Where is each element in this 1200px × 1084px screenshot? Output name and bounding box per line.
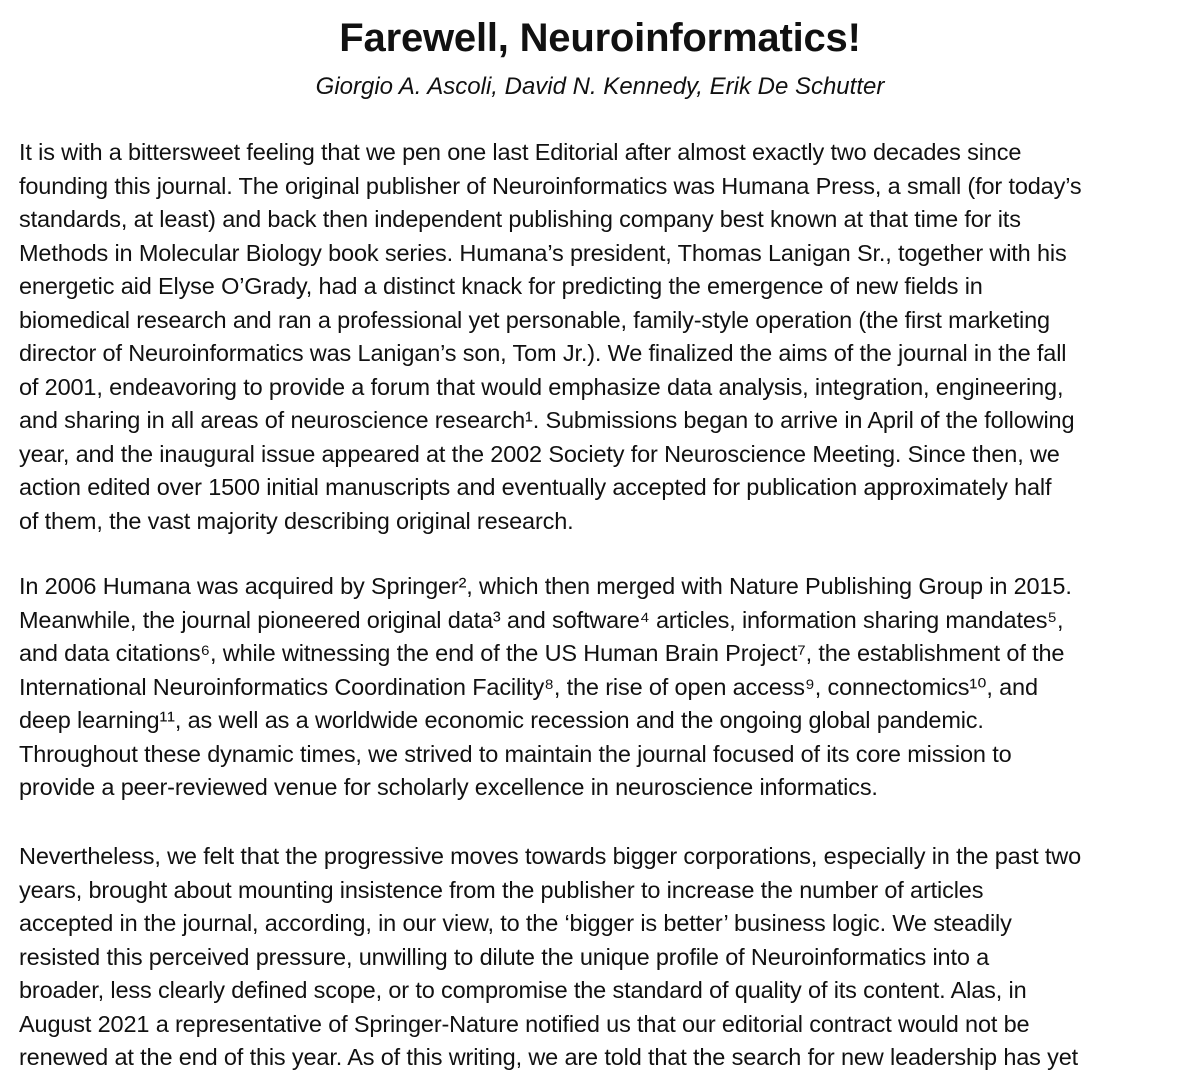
text-line: provide a peer-reviewed venue for scholarly excellence in neuroscience informatics.	[19, 774, 878, 800]
text-line: Throughout these dynamic times, we strived to maintain the journal focused of its core mission to	[19, 740, 1012, 767]
text-line: In 2006 Humana was acquired by Springer², which then merged with Nature Publishing Group in 2015.	[19, 573, 1072, 599]
author-list: Giorgio A. Ascoli, David N. Kennedy, Erik De Schutter	[315, 73, 885, 100]
paragraph-3	[19, 840, 1081, 1075]
text-line: biomedical research and ran a professional yet personable, family-style operation (the first marketing	[19, 306, 1050, 333]
text-line: broader, less clearly defined scope, or to compromise the standard of quality of its content. Alas, in	[19, 977, 1027, 1003]
text-line: deep learning¹¹, as well as a worldwide economic recession and the ongoing global pandemic.	[19, 707, 984, 733]
text-line: of them, the vast majority describing original research.	[19, 507, 574, 534]
text-line: standards, at least) and back then independent publishing company best known at that time for its	[19, 206, 1021, 232]
text-line: action edited over 1500 initial manuscripts and eventually accepted for publication approximately half	[19, 474, 1052, 500]
text-line: founding this journal. The original publisher of Neuroinformatics was Humana Press, a small (for today’s	[19, 172, 1082, 199]
text-line: August 2021 a representative of Springer-Nature notified us that our editorial contract would not be	[19, 1010, 1030, 1037]
text-line: Methods in Molecular Biology book series. Humana’s president, Thomas Lanigan Sr., together with his	[19, 239, 1067, 266]
text-line: of 2001, endeavoring to provide a forum that would emphasize data analysis, integration, engineering,	[19, 373, 1064, 400]
text-line: Meanwhile, the journal pioneered original data³ and software⁴ articles, information sharing mandates⁵,	[19, 606, 1064, 633]
text-line: and sharing in all areas of neuroscience research¹. Submissions began to arrive in April of the following	[19, 407, 1075, 433]
text-line: years, brought about mounting insistence from the publisher to increase the number of articles	[19, 876, 984, 903]
text-line: year, and the inaugural issue appeared at the 2002 Society for Neuroscience Meeting. Since then, we	[19, 440, 1060, 467]
text-line: and data citations⁶, while witnessing the end of the US Human Brain Project⁷, the establishment of the	[19, 640, 1065, 666]
text-line: Nevertheless, we felt that the progressive moves towards bigger corporations, especially in the past two	[19, 843, 1082, 869]
paragraph-2	[19, 570, 1072, 805]
text-line: energetic aid Elyse O’Grady, had a distinct knack for predicting the emergence of new fields in	[19, 273, 983, 299]
text-line: It is with a bittersweet feeling that we pen one last Editorial after almost exactly two decades since	[19, 139, 1022, 165]
text-line: accepted in the journal, according, in our view, to the ‘bigger is better’ business logic. We steadily	[19, 910, 1012, 936]
text-line: resisted this perceived pressure, unwilling to dilute the unique profile of Neuroinformatics into a	[19, 943, 990, 970]
text-line: director of Neuroinformatics was Lanigan’s son, Tom Jr.). We finalized the aims of the journal in the fall	[19, 340, 1067, 366]
paragraph-1	[19, 136, 1081, 538]
document-title: Farewell, Neuroinformatics!	[339, 16, 861, 60]
text-line: renewed at the end of this year. As of this writing, we are told that the search for new leadership has yet	[19, 1044, 1079, 1070]
text-line: International Neuroinformatics Coordination Facility⁸, the rise of open access⁹, connectomics¹⁰, and	[19, 673, 1038, 700]
